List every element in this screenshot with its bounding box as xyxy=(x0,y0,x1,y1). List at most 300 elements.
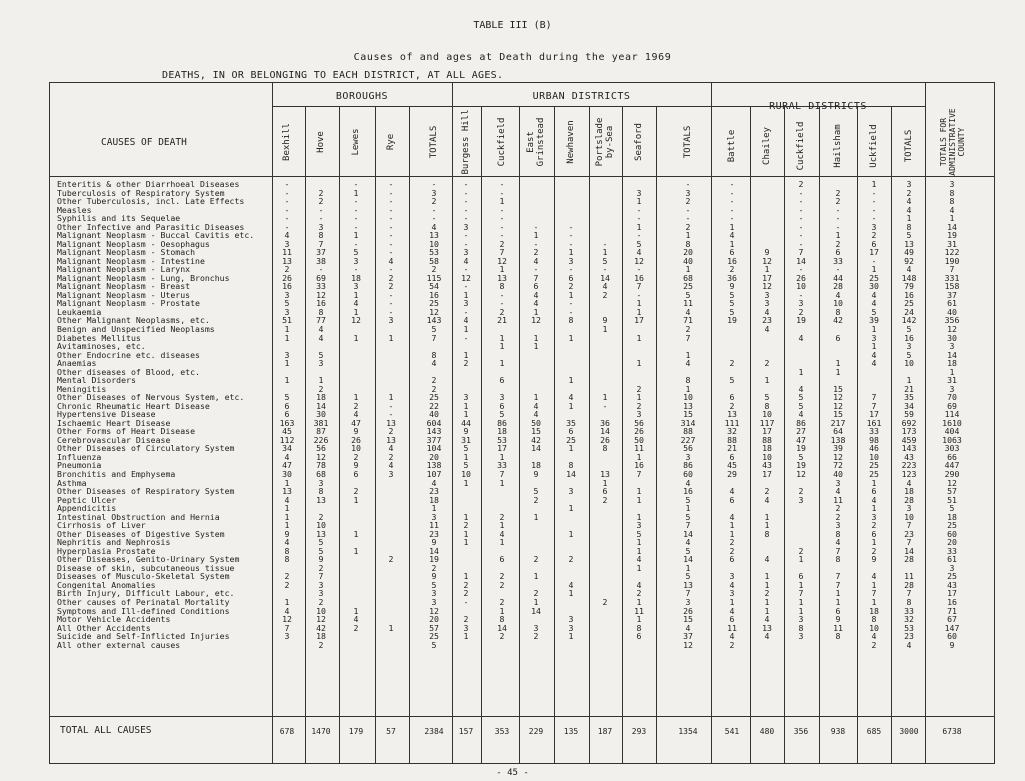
table-cell: 1 xyxy=(835,596,841,607)
table-cell: 3 xyxy=(463,247,469,258)
table-cell: 35 xyxy=(904,392,914,403)
table-cell: 5 xyxy=(685,494,691,505)
table-cell: 12 xyxy=(429,605,439,616)
table-cell: 13 xyxy=(497,272,507,283)
table-cell: - xyxy=(798,289,804,300)
table-cell: 12 xyxy=(282,614,292,625)
table-cell: - xyxy=(388,306,394,317)
table-cell: 18 xyxy=(497,426,507,437)
column-header: East Grinstead xyxy=(526,117,546,167)
total-cell: 3000 xyxy=(899,727,919,736)
table-cell: 7 xyxy=(318,238,324,249)
table-cell: 2 xyxy=(431,196,437,207)
table-cell: 1 xyxy=(284,503,290,514)
table-cell: 43 xyxy=(762,460,772,471)
table-cell: 1 xyxy=(499,451,505,462)
table-cell: 11 xyxy=(904,571,914,582)
table-cell: - xyxy=(835,221,841,232)
table-cell: 1 xyxy=(798,605,804,616)
table-cell: 8 xyxy=(636,622,642,633)
table-cell: 3 xyxy=(431,588,437,599)
table-cell: - xyxy=(284,213,290,224)
column-divider xyxy=(819,106,820,764)
total-cell: 135 xyxy=(563,727,579,736)
table-cell: 1 xyxy=(353,230,359,241)
table-cell: 2 xyxy=(602,596,608,607)
table-cell: 1 xyxy=(568,443,574,454)
table-cell: 4 xyxy=(906,196,912,207)
table-cell: 2 xyxy=(463,614,469,625)
table-cell: 30 xyxy=(947,332,957,343)
table-cell: - xyxy=(353,221,359,232)
column-header: Chailey xyxy=(762,127,772,165)
cause-label: Avitaminoses, etc. xyxy=(57,341,146,352)
cause-label: All other external causes xyxy=(57,639,181,650)
table-cell: 4 xyxy=(835,537,841,548)
table-cell: 12 xyxy=(634,255,644,266)
table-cell: 7 xyxy=(685,332,691,343)
table-cell: 4 xyxy=(798,332,804,343)
table-cell: 459 xyxy=(901,434,917,445)
table-cell: 7 xyxy=(835,571,841,582)
table-cell: 1 xyxy=(353,605,359,616)
table-cell: 1 xyxy=(871,537,877,548)
table-cell: 60 xyxy=(947,631,957,642)
table-cell: 86 xyxy=(497,417,507,428)
table-cell: 2 xyxy=(318,383,324,394)
column-header: Hailsham xyxy=(833,124,843,168)
table-cell: - xyxy=(284,187,290,198)
table-cell: 3 xyxy=(685,187,691,198)
table-cell: - xyxy=(318,204,324,215)
table-cell: 18 xyxy=(316,392,326,403)
table-cell: 3 xyxy=(906,341,912,352)
table-cell: 8 xyxy=(284,545,290,556)
table-cell: 3 xyxy=(906,179,912,189)
column-header: Portslade by-Sea xyxy=(595,117,615,167)
table-cell: 5 xyxy=(318,545,324,556)
table-cell: 51 xyxy=(282,315,292,326)
table-cell: - xyxy=(499,204,505,215)
table-cell: 30 xyxy=(282,469,292,480)
table-cell: 4 xyxy=(318,332,324,343)
cause-label: Ischaemic Heart Disease xyxy=(57,417,171,428)
table-cell: 11 xyxy=(634,605,644,616)
total-cell: 678 xyxy=(279,727,295,736)
table-cell: - xyxy=(499,230,505,241)
table-cell: - xyxy=(463,230,469,241)
total-cell: 541 xyxy=(724,727,740,736)
table-cell: - xyxy=(835,264,841,275)
table-cell: 98 xyxy=(869,434,879,445)
table-cell: 13 xyxy=(727,409,737,420)
table-cell: 4 xyxy=(764,494,770,505)
table-cell: 3 xyxy=(636,520,642,531)
table-cell: 3 xyxy=(798,614,804,625)
table-cell: 19 xyxy=(429,554,439,565)
table-cell: 1 xyxy=(764,596,770,607)
table-cell: - xyxy=(871,196,877,207)
total-cell: 57 xyxy=(386,727,396,736)
table-cell: 18 xyxy=(947,511,957,522)
table-cell: 6 xyxy=(602,486,608,497)
table-cell: 4 xyxy=(636,554,642,565)
table-cell: 1 xyxy=(685,562,691,573)
table-cell: 10 xyxy=(869,622,879,633)
table-cell: 5 xyxy=(906,349,912,360)
table-cell: - xyxy=(388,289,394,300)
table-cell: 2 xyxy=(729,639,735,650)
table-cell: 8 xyxy=(284,554,290,565)
table-cell: 38 xyxy=(316,255,326,266)
total-cell: 1354 xyxy=(678,727,698,736)
table-cell: - xyxy=(284,196,290,207)
table-cell: - xyxy=(835,213,841,224)
table-cell: - xyxy=(431,204,437,215)
table-cell: 2 xyxy=(388,426,394,437)
table-cell: - xyxy=(388,187,394,198)
table-cell: 1 xyxy=(533,306,539,317)
table-cell: 104 xyxy=(426,443,442,454)
table-cell: 57 xyxy=(947,486,957,497)
total-cell: 179 xyxy=(348,727,364,736)
table-cell: 18 xyxy=(947,358,957,369)
table-cell: 2 xyxy=(729,264,735,275)
table-cell: 4 xyxy=(729,605,735,616)
table-cell: 10 xyxy=(869,451,879,462)
table-cell: 10 xyxy=(316,520,326,531)
table-cell: 6 xyxy=(729,554,735,565)
table-cell: 8 xyxy=(431,349,437,360)
table-cell: 1 xyxy=(568,289,574,300)
column-header: Cuckfield xyxy=(497,117,507,167)
table-cell: 28 xyxy=(904,494,914,505)
table-cell: 58 xyxy=(429,255,439,266)
table-cell: 37 xyxy=(316,247,326,258)
table-cell: 4 xyxy=(685,358,691,369)
table-cell: 56 xyxy=(683,443,693,454)
table-cell: 3 xyxy=(284,289,290,300)
table-cell: 1 xyxy=(729,528,735,539)
table-cell: 15 xyxy=(683,409,693,420)
table-cell: - xyxy=(284,221,290,232)
table-cell: - xyxy=(602,238,608,249)
table-cell: 1 xyxy=(353,392,359,403)
cause-label: Leukaemia xyxy=(57,306,102,317)
table-cell: 20 xyxy=(947,537,957,548)
table-cell: 23 xyxy=(429,486,439,497)
table-cell: 9 xyxy=(353,426,359,437)
table-cell: 163 xyxy=(279,417,295,428)
table-cell: 13 xyxy=(282,486,292,497)
table-cell: 8 xyxy=(906,221,912,232)
table-cell: 68 xyxy=(316,469,326,480)
column-header: Seaford xyxy=(634,123,644,161)
table-cell: 30 xyxy=(316,409,326,420)
table-cell: 4 xyxy=(284,605,290,616)
total-cell: 293 xyxy=(631,727,647,736)
column-divider xyxy=(656,106,657,764)
cause-label: Syphilis and its Sequelae xyxy=(57,213,181,224)
table-cell: 22 xyxy=(429,400,439,411)
table-cell: 1 xyxy=(499,196,505,207)
table-cell: 14 xyxy=(566,469,576,480)
table-cell: 12 xyxy=(351,315,361,326)
table-cell: 37 xyxy=(683,631,693,642)
table-cell: 1 xyxy=(463,349,469,360)
table-cell: 66 xyxy=(947,451,957,462)
table-cell: 23 xyxy=(429,528,439,539)
table-cell: 1 xyxy=(636,451,642,462)
table-cell: 4 xyxy=(871,349,877,360)
table-cell: 19 xyxy=(727,315,737,326)
table-cell: 1 xyxy=(729,238,735,249)
table-cell: 64 xyxy=(833,426,843,437)
table-cell: 60 xyxy=(683,469,693,480)
table-cell: 3 xyxy=(463,221,469,232)
table-cell: 2 xyxy=(318,511,324,522)
table-cell: 1610 xyxy=(942,417,962,428)
group-rural-districts: RURAL DISTRICTS xyxy=(769,101,867,112)
table-cell: - xyxy=(636,204,642,215)
table-cell: 6 xyxy=(729,247,735,258)
table-cell: 18 xyxy=(351,272,361,283)
table-cell: 8 xyxy=(499,614,505,625)
cause-label: Other Diseases of Respiratory System xyxy=(57,486,235,497)
table-cell: 1 xyxy=(533,230,539,241)
table-cell: 5 xyxy=(685,511,691,522)
table-cell: 13 xyxy=(762,622,772,633)
cause-label: Malignant Neoplasm - Intestine xyxy=(57,255,205,266)
table-cell: 17 xyxy=(869,247,879,258)
table-cell: 5 xyxy=(798,400,804,411)
table-cell: 44 xyxy=(461,417,471,428)
table-cell: 33 xyxy=(833,255,843,266)
table-cell: 5 xyxy=(318,349,324,360)
table-cell: 1 xyxy=(729,596,735,607)
table-cell: 4 xyxy=(764,614,770,625)
table-cell: 3 xyxy=(318,358,324,369)
table-cell: 3 xyxy=(636,187,642,198)
cause-label: Birth Injury, Difficult Labour, etc. xyxy=(57,588,235,599)
table-cell: - xyxy=(602,400,608,411)
table-cell: 7 xyxy=(431,332,437,343)
total-cell: 1470 xyxy=(311,727,331,736)
table-cell: - xyxy=(729,213,735,224)
table-cell: 112 xyxy=(279,434,295,445)
table-cell: 2 xyxy=(871,545,877,556)
table-cell: 4 xyxy=(949,204,955,215)
table-cell: 4 xyxy=(685,622,691,633)
table-cell: 5 xyxy=(431,579,437,590)
table-cell: 7 xyxy=(685,588,691,599)
table-cell: 1 xyxy=(533,596,539,607)
rural-divider xyxy=(925,82,926,764)
table-cell: 4 xyxy=(685,537,691,548)
table-cell: - xyxy=(568,221,574,232)
table-cell: 23 xyxy=(762,315,772,326)
table-cell: 61 xyxy=(947,554,957,565)
table-cell: 12 xyxy=(531,315,541,326)
table-cell: 3 xyxy=(431,511,437,522)
table-cell: 1 xyxy=(729,221,735,232)
table-cell: 33 xyxy=(316,281,326,292)
table-cell: 8 xyxy=(949,187,955,198)
table-cell: 3 xyxy=(906,503,912,514)
table-cell: 1 xyxy=(729,520,735,531)
table-cell: 5 xyxy=(353,247,359,258)
table-cell: 2 xyxy=(636,588,642,599)
table-cell: 1 xyxy=(568,588,574,599)
table-cell: 290 xyxy=(944,469,960,480)
table-cell: 3 xyxy=(949,383,955,394)
table-cell: 6 xyxy=(729,494,735,505)
cause-label: Other causes of Perinatal Mortality xyxy=(57,596,230,607)
table-cell: 2 xyxy=(835,503,841,514)
table-cell: 20 xyxy=(429,614,439,625)
table-cell: 1 xyxy=(533,341,539,352)
cause-label: Malignant Neoplasm - Lung, Bronchus xyxy=(57,272,230,283)
table-cell: 14 xyxy=(316,400,326,411)
table-cell: 14 xyxy=(683,528,693,539)
cause-label: Measles xyxy=(57,204,92,215)
table-cell: 7 xyxy=(798,588,804,599)
table-cell: 1 xyxy=(499,341,505,352)
table-cell: 40 xyxy=(683,255,693,266)
table-cell: 10 xyxy=(429,238,439,249)
total-cell: 353 xyxy=(494,727,510,736)
table-cell: 2 xyxy=(764,358,770,369)
table-cell: 25 xyxy=(429,298,439,309)
table-cell: 40 xyxy=(947,306,957,317)
table-cell: 2 xyxy=(318,562,324,573)
table-cell: 6 xyxy=(568,426,574,437)
table-cell: 1 xyxy=(685,503,691,514)
table-cell: 1 xyxy=(533,332,539,343)
table-cell: 1 xyxy=(906,213,912,224)
table-cell: 5 xyxy=(871,306,877,317)
table-cell: - xyxy=(685,213,691,224)
table-cell: 5 xyxy=(284,392,290,403)
table-cell: 6 xyxy=(499,375,505,386)
table-cell: 3 xyxy=(463,392,469,403)
table-cell: 29 xyxy=(727,469,737,480)
table-cell: 3 xyxy=(871,221,877,232)
table-cell: 14 xyxy=(947,349,957,360)
table-cell: 7 xyxy=(871,392,877,403)
table-cell: 2 xyxy=(906,187,912,198)
table-cell: 35 xyxy=(566,417,576,428)
table-cell: 11 xyxy=(634,443,644,454)
table-cell: 1 xyxy=(533,571,539,582)
table-cell: 3 xyxy=(431,596,437,607)
table-cell: 69 xyxy=(316,272,326,283)
table-cell: 13 xyxy=(386,417,396,428)
cause-label: Malignant Neoplasm - Stomach xyxy=(57,247,196,258)
table-cell: 1 xyxy=(568,332,574,343)
table-cell: - xyxy=(318,264,324,275)
table-cell: 8 xyxy=(318,486,324,497)
table-cell: 4 xyxy=(835,289,841,300)
table-cell: 1 xyxy=(499,537,505,548)
table-cell: 25 xyxy=(429,631,439,642)
table-cell: 9 xyxy=(764,247,770,258)
table-cell: 138 xyxy=(426,460,442,471)
table-cell: 2 xyxy=(729,545,735,556)
table-cell: 9 xyxy=(729,281,735,292)
table-cell: - xyxy=(499,298,505,309)
table-cell: 9 xyxy=(353,460,359,471)
table-cell: 13 xyxy=(316,528,326,539)
table-subtitle: Causes of and ages at Death during the year 1969 xyxy=(353,52,672,63)
table-cell: 4 xyxy=(388,255,394,266)
table-cell: 1 xyxy=(636,537,642,548)
table-cell: 14 xyxy=(600,272,610,283)
table-cell: 1 xyxy=(636,196,642,207)
table-cell: 4 xyxy=(764,631,770,642)
table-cell: 2 xyxy=(318,639,324,650)
table-cell: 25 xyxy=(869,272,879,283)
table-cell: - xyxy=(729,179,735,189)
table-cell: 4 xyxy=(729,579,735,590)
table-cell: 26 xyxy=(683,605,693,616)
table-cell: 13 xyxy=(282,255,292,266)
table-cell: 31 xyxy=(947,238,957,249)
table-cell: 1 xyxy=(499,520,505,531)
table-cell: 6 xyxy=(835,247,841,258)
table-cell: 1 xyxy=(388,332,394,343)
table-cell: 4 xyxy=(533,289,539,300)
table-cell: 4 xyxy=(906,204,912,215)
table-cell: 2 xyxy=(533,494,539,505)
cause-label: Cerebrovascular Disease xyxy=(57,434,171,445)
table-cell: 14 xyxy=(600,426,610,437)
column-divider xyxy=(339,106,340,764)
table-cell: 3 xyxy=(871,511,877,522)
table-cell: 12 xyxy=(429,306,439,317)
table-cell: 4 xyxy=(533,400,539,411)
table-cell: 47 xyxy=(351,417,361,428)
table-cell: 3 xyxy=(729,571,735,582)
column-header: Uckfield xyxy=(869,124,879,168)
table-cell: 4 xyxy=(871,358,877,369)
cause-label: All Other Accidents xyxy=(57,622,151,633)
total-cell: 938 xyxy=(830,727,846,736)
table-cell: 71 xyxy=(683,315,693,326)
table-cell: 9 xyxy=(431,537,437,548)
table-cell: - xyxy=(284,179,290,189)
table-cell: - xyxy=(353,196,359,207)
table-cell: 3 xyxy=(284,306,290,317)
table-cell: 86 xyxy=(683,460,693,471)
table-cell: 57 xyxy=(429,622,439,633)
table-cell: 1 xyxy=(463,631,469,642)
table-cell: 9 xyxy=(318,554,324,565)
column-divider xyxy=(481,106,482,764)
table-cell: 5 xyxy=(798,392,804,403)
column-header: Bexhill xyxy=(282,123,292,161)
table-cell: 1 xyxy=(499,332,505,343)
cause-label: Other Diseases of Nervous System, etc. xyxy=(57,392,245,403)
table-cell: 86 xyxy=(796,417,806,428)
total-cell: 6738 xyxy=(942,727,962,736)
cause-label: Pneumonia xyxy=(57,460,102,471)
table-cell: - xyxy=(729,196,735,207)
table-cell: 2 xyxy=(568,554,574,565)
table-cell: 26 xyxy=(600,434,610,445)
table-cell: - xyxy=(499,187,505,198)
table-cell: 377 xyxy=(426,434,442,445)
